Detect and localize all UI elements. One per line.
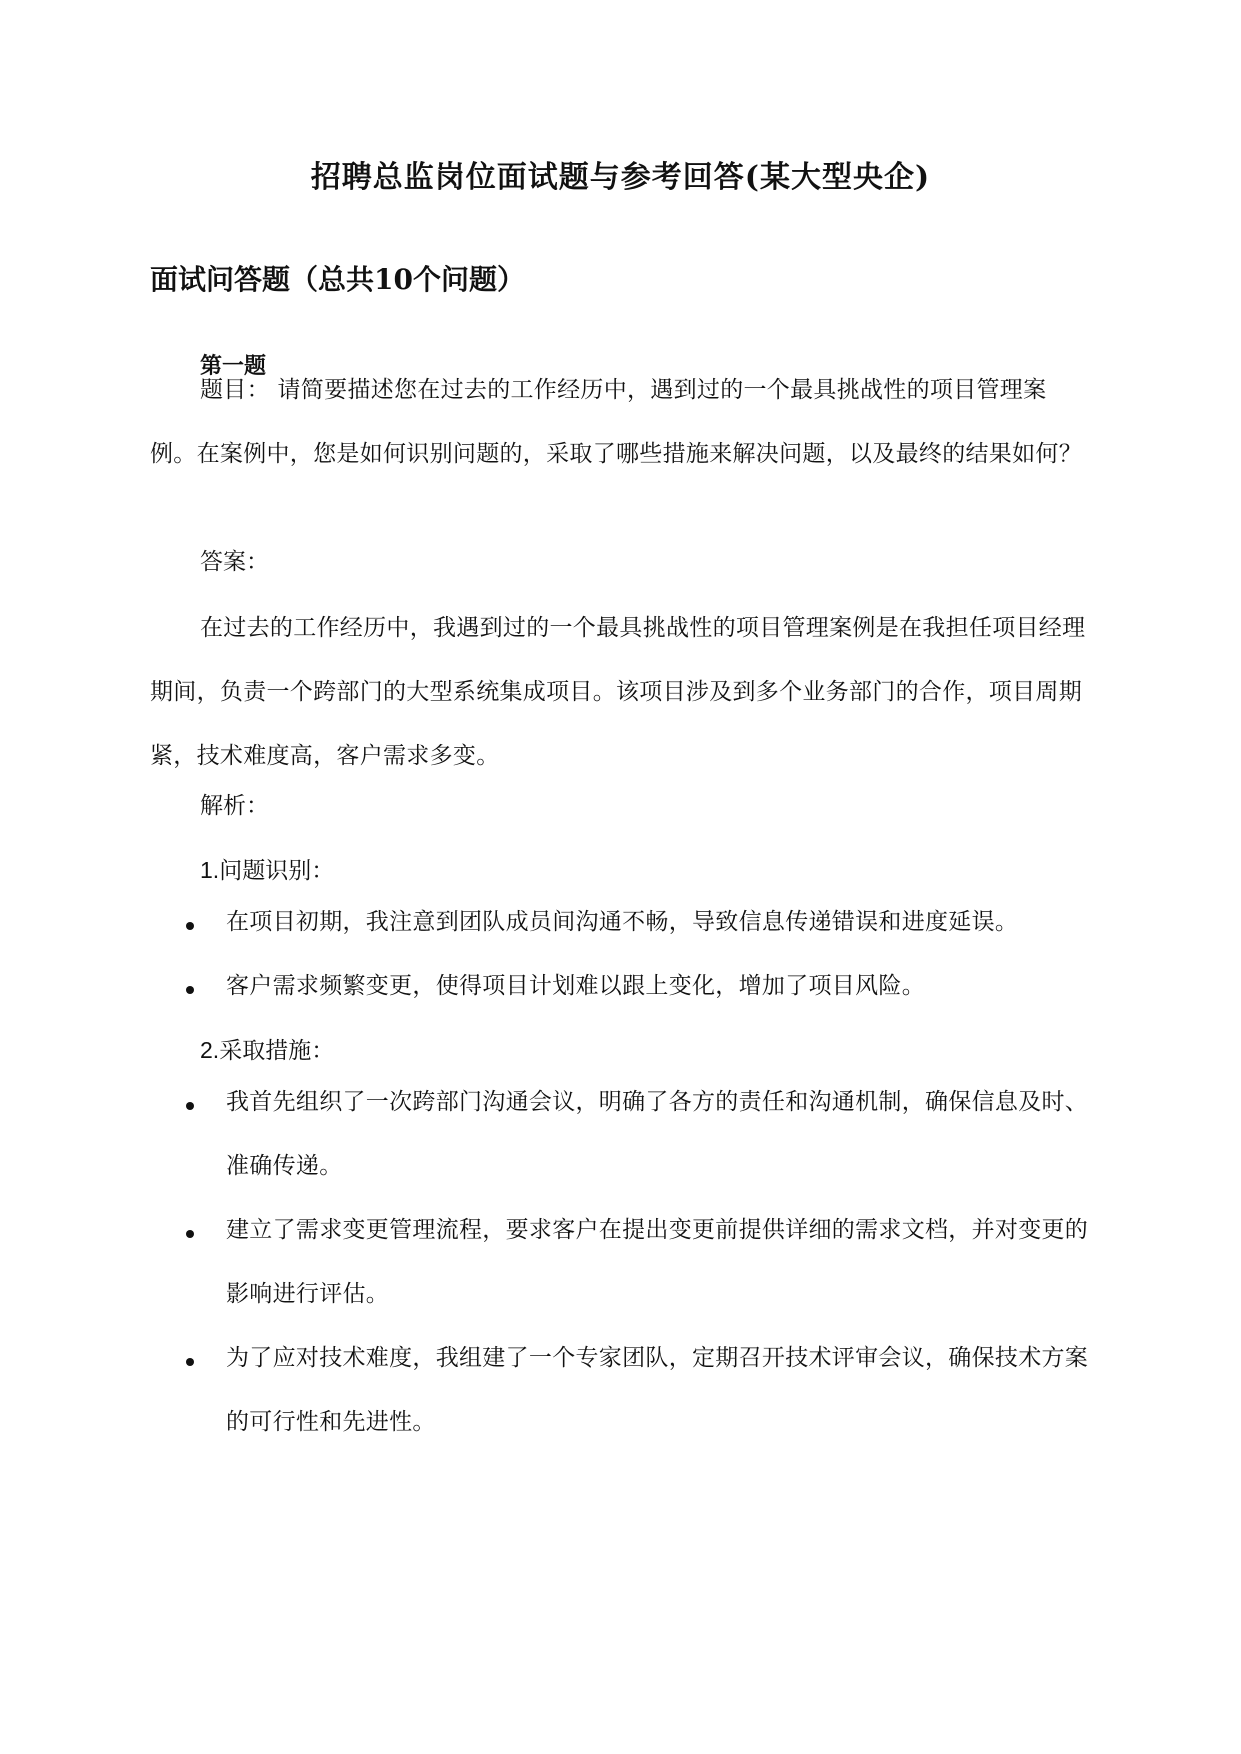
- bullet-icon: [186, 922, 194, 930]
- answer-label: 答案：: [200, 549, 269, 575]
- section-1-title: 问题识别：: [219, 858, 335, 884]
- answer-text: 在过去的工作经历中，我遇到过的一个最具挑战性的项目管理案例是在我担任项目经理期间，负责一个跨部门的大型系统集成项目。该项目涉及到多个业务部门的合作，项目周期紧，技术难度高，客户需求多变。: [150, 615, 1086, 769]
- bullet-text: 为了应对技术难度，我组建了一个专家团队，定期召开技术评审会议，确保技术方案的可行性和先进性。: [226, 1345, 1089, 1435]
- bullet-icon: [186, 986, 194, 994]
- document-title: 招聘总监岗位面试题与参考回答(某大型央企): [310, 160, 931, 195]
- question-heading: 第一题: [200, 353, 267, 379]
- analysis-label: 解析：: [200, 793, 269, 819]
- section-2-number: 2.: [200, 1037, 220, 1063]
- bullet-icon: [186, 1230, 194, 1238]
- bullet-icon: [186, 1102, 194, 1110]
- section-heading: 面试问答题（总共10个问题）: [150, 263, 525, 296]
- section-1-heading: [200, 850, 334, 891]
- section-1-number: 1.: [200, 857, 220, 883]
- bullet-text: 在项目初期，我注意到团队成员间沟通不畅，导致信息传递错误和进度延误。: [226, 909, 1019, 935]
- bullet-text: 客户需求频繁变更，使得项目计划难以跟上变化，增加了项目风险。: [226, 973, 925, 999]
- bullet-text: 建立了需求变更管理流程，要求客户在提出变更前提供详细的需求文档，并对变更的影响进行评估。: [226, 1217, 1089, 1307]
- question-prompt: 题目： 请简要描述您在过去的工作经历中，遇到过的一个最具挑战性的项目管理案例。在案例中，您是如何识别问题的，采取了哪些措施来解决问题，以及最终的结果如何？: [150, 377, 1082, 467]
- bullet-icon: [186, 1358, 194, 1366]
- section-2-heading: [200, 1030, 334, 1071]
- bullet-text: 我首先组织了一次跨部门沟通会议，明确了各方的责任和沟通机制，确保信息及时、准确传递。: [226, 1089, 1089, 1179]
- section-2-title: 采取措施：: [219, 1038, 335, 1064]
